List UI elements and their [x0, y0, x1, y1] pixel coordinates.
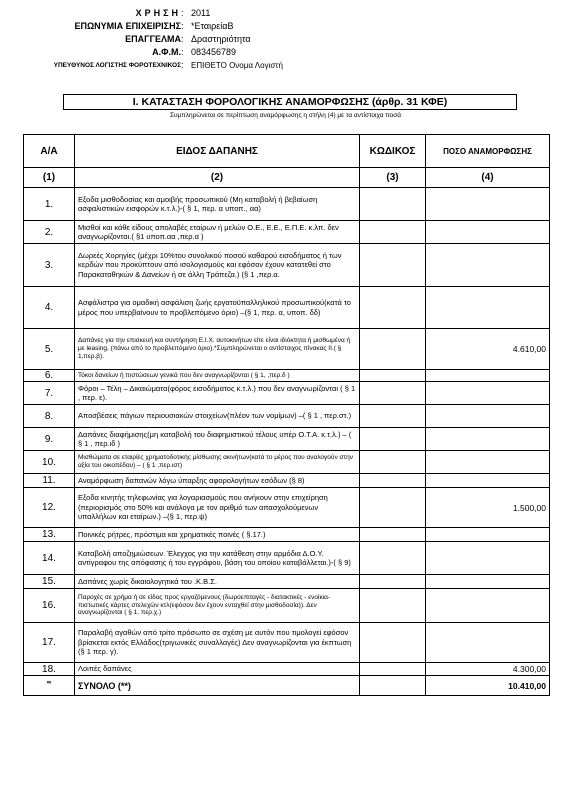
row-number: 17.	[24, 623, 75, 663]
row-code	[360, 575, 426, 589]
row-number: 12.	[24, 488, 75, 528]
column-header-amount: ΠΟΣΟ ΑΝΑΜΟΡΦΩΣΗΣ	[426, 135, 550, 168]
header-label: ΧΡΗΣΗ	[135, 8, 181, 18]
row-number: 3.	[24, 244, 75, 287]
row-number: 5.	[24, 329, 75, 370]
row-code	[360, 428, 426, 451]
row-description: Αποσβέσεις πάγιων περιουσιακών στοιχείων(πλέον των νομίμων) –( § 1 , περ.στ.)	[75, 405, 360, 428]
table-row	[24, 382, 550, 405]
row-number: 8.	[24, 405, 75, 428]
row-code	[360, 474, 426, 488]
row-code	[360, 370, 426, 382]
header-label: ΕΠΑΓΓΕΛΜΑ	[125, 34, 181, 44]
row-code	[360, 329, 426, 370]
row-description: Δωρεές Χορηγίες (μέχρι 10%του συνολικού ποσού καθαρού εισοδήματος ή των κερδών που προκύπτουν από ισολογισμούς και εφόσον έχουν κατατεθεί στο Παρακαταθηκών & Δανείων ή σε άλλη Τράπεζα.) (§ 1 ,περ.α.	[75, 244, 360, 287]
header-row	[0, 21, 571, 34]
header-label: ΥΠΕΥΘΥΝΟΣ ΛΟΓΙΣΤΗΣ ΦΟΡΟΤΕΧΝΙΚΟΣ	[53, 62, 181, 69]
header-label: ΕΠΩΝΥΜΙΑ ΕΠΙΧΕΙΡΙΣΗΣ	[74, 21, 181, 31]
table-row	[24, 589, 550, 623]
row-amount: 4.610,00	[426, 329, 550, 370]
row-code	[360, 188, 426, 221]
row-number: 7.	[24, 382, 75, 405]
table-row	[24, 451, 550, 474]
header-row	[0, 60, 571, 73]
row-description: Καταβολή αποζημιώσεων. Έλεγχος για την κατάθεση στην αρμόδια Δ.Ο.Υ. αντίγραφου της απόφασης ή του εγγράφου, βάση του οποίου καταβάλλεται.)-( § 9)	[75, 542, 360, 575]
row-amount	[426, 528, 550, 542]
row-description: Παραλαβή αγαθών από τρίτο πρόσωπο σε σχέση με αυτόν που τιμολογεί εφόσον βρίσκεται εκτός Ελλάδος(τριγωνικές συναλλαγές) Δεν αναγνωρίζονται για έκπτωση (§ 1 περ. γ).	[75, 623, 360, 663]
table-row	[24, 428, 550, 451]
row-code	[360, 244, 426, 287]
header-row	[0, 34, 571, 47]
table-row	[24, 329, 550, 370]
row-number: 15.	[24, 575, 75, 589]
row-amount	[426, 575, 550, 589]
row-amount	[426, 589, 550, 623]
table-row	[24, 575, 550, 589]
row-number: 11.	[24, 474, 75, 488]
row-amount	[426, 188, 550, 221]
table-row	[24, 488, 550, 528]
row-description: Δαπάνες χωρίς δικαιολογητικά του .Κ.Β.Σ.	[75, 575, 360, 589]
header-colon: :	[181, 60, 184, 70]
row-code	[360, 542, 426, 575]
row-number: 13.	[24, 528, 75, 542]
row-description: Ποινικές ρήτρες, πρόστιμα και χρηματικές ποινές ( §.17.)	[75, 528, 360, 542]
row-number: 14.	[24, 542, 75, 575]
document-subtitle: Συμπληρώνεται σε περίπτωση αναμόρφωσης η στήλη (4) με τα αντίστοιχα ποσά	[169, 112, 402, 119]
row-description: Μισθοί και κάθε είδους απολαβές εταίρων ή μελών Ο.Ε., Ε.Ε., Ε.Π.Ε. κ.λπ. δεν αναγνωρίζονται.( §1 υποπ.αα ,περ.α )	[75, 221, 360, 244]
row-code	[360, 528, 426, 542]
table-column-number-row	[24, 168, 550, 188]
header-colon: :	[181, 21, 184, 31]
row-code	[360, 623, 426, 663]
total-row	[24, 676, 550, 696]
table-row	[24, 474, 550, 488]
table-row	[24, 221, 550, 244]
row-code	[360, 589, 426, 623]
row-description: Εξοδα μισθοδοσίας και αμοιβής προσωπικού (Μη καταβολή ή βεβαίωση ασφαλιστικών εισφορών κ.τ.λ.)-( § 1, περ. α υποπ., αα)	[75, 188, 360, 221]
row-amount	[426, 244, 550, 287]
row-code	[360, 221, 426, 244]
table-row	[24, 287, 550, 329]
row-code	[360, 287, 426, 329]
header-row	[0, 47, 571, 60]
row-description: Δαπάνες για την επισκευή και συντήρηση Ε.Ι.Χ. αυτοκινήτων είτε είναι ιδιόκτητα ή μισθωμένα ή με leasing, (πάνω από το προβλεπόμενο όριο).*Συμπληρώνεται ο αντίστοιχος πίνακας ΙΙ.( § 1,περ.β).	[75, 329, 360, 370]
column-number-4: (4)	[426, 168, 550, 188]
total-code	[360, 676, 426, 696]
row-code	[360, 451, 426, 474]
table-row	[24, 405, 550, 428]
table-row	[24, 528, 550, 542]
header-colon: :	[181, 34, 184, 44]
total-label: ΣΥΝΟΛΟ (**)	[75, 676, 360, 696]
row-amount	[426, 451, 550, 474]
header-colon: :	[181, 8, 184, 18]
row-amount: 4.300,00	[426, 663, 550, 676]
row-number: 10.	[24, 451, 75, 474]
row-description: Παροχές σε χρήμα ή σε είδος προς εργαζόμενους (δωροεπιταγές - διατακτικές - ενοίκια-πιστωτικές κάρτες στελεχών κτλ(εφόσον δεν έχουν ενταχθεί στην μισθοδοσία)). Δεν αναγνωρίζονται ( § 1, περ.χ.)	[75, 589, 360, 623]
table-header-row	[24, 135, 550, 168]
document-title: Ι. ΚΑΤΑΣΤΑΣΗ ΦΟΡΟΛΟΓΙΚΗΣ ΑΝΑΜΟΡΦΩΣΗΣ (άρθρ. 31 ΚΦΕ)	[63, 94, 517, 110]
row-amount	[426, 287, 550, 329]
row-amount	[426, 623, 550, 663]
row-number: 6.	[24, 370, 75, 382]
header-label: Α.Φ.Μ.	[152, 47, 181, 57]
header-row	[0, 8, 571, 21]
row-amount	[426, 542, 550, 575]
column-header-description: ΕΙΔΟΣ ΔΑΠΑΝΗΣ	[75, 135, 360, 168]
row-amount	[426, 428, 550, 451]
row-code	[360, 663, 426, 676]
header-value: *ΕταιρείαΒ	[191, 21, 234, 31]
row-amount	[426, 405, 550, 428]
row-description: Τόκοι δανείων ή πιστώσεων γενικά που δεν αναγνωρίζονται ( § 1, ,περ.δ )	[75, 370, 360, 382]
row-amount	[426, 221, 550, 244]
row-code	[360, 488, 426, 528]
total-row-number: "	[24, 676, 75, 696]
row-description: Λοιπές δαπάνες	[75, 663, 360, 676]
row-number: 18.	[24, 663, 75, 676]
row-description: Αναμόρφωση δαπανών λόγω ύπαρξης αφορολογήτων εσόδων (§ 8)	[75, 474, 360, 488]
column-number-1: (1)	[24, 168, 75, 188]
document-header	[0, 8, 571, 73]
table-row	[24, 370, 550, 382]
header-colon: :	[181, 47, 184, 57]
header-value: ΕΠΙΘΕΤΟ Ονομα Λογιστή	[191, 61, 283, 70]
row-code	[360, 405, 426, 428]
table-row	[24, 244, 550, 287]
table-row	[24, 542, 550, 575]
column-header-aa: Α/Α	[24, 135, 75, 168]
header-value: 083456789	[191, 47, 237, 57]
row-number: 2.	[24, 221, 75, 244]
row-amount	[426, 382, 550, 405]
row-amount	[426, 370, 550, 382]
column-header-code: ΚΩΔΙΚΟΣ	[360, 135, 426, 168]
row-description: Εξοδα κινητής τηλεφωνίας για λογαριασμούς που ανήκουν στην επιχείρηση (περιορισμός στο 50% και ανάλογα με τον αριθμό των απασχολούμενων υπαλλήλων και εταίρων.) –(§ 1, περ.ψ)	[75, 488, 360, 528]
row-number: 16.	[24, 589, 75, 623]
row-code	[360, 382, 426, 405]
table-row	[24, 663, 550, 676]
row-description: Ασφάλιστρα για ομαδική ασφάλιση ζωής εργατοϋπαλληλικού προσωπικού(κατά το μέρος που υπερβαίνουν το προβλεπόμενο όριο) –(§ 1, περ. α, υποπ. δδ)	[75, 287, 360, 329]
row-description: Φόροι – Τέλη – Δικαιώματα(φόρος εισοδήματος κ.τ.λ.) που δεν αναγνωρίζονται ( § 1 , περ. ε).	[75, 382, 360, 405]
row-number: 4.	[24, 287, 75, 329]
adjustment-table	[23, 134, 550, 696]
row-description: Μισθώματα σε εταιρίες χρηματοδοτικής μίσθωσης ακινήτων(κατά το μέρος που αναλογούν στην αξία του οικοπέδου) – ( § 1 ,περ.ιστ)	[75, 451, 360, 474]
table-row	[24, 188, 550, 221]
row-number: 1.	[24, 188, 75, 221]
column-number-3: (3)	[360, 168, 426, 188]
row-number: 9.	[24, 428, 75, 451]
total-amount: 10.410,00	[426, 676, 550, 696]
header-value: 2011	[191, 8, 211, 18]
column-number-2: (2)	[75, 168, 360, 188]
table-row	[24, 623, 550, 663]
row-amount	[426, 474, 550, 488]
header-value: Δραστηριότητα	[191, 34, 251, 44]
row-description: Δαπάνες διαφήμισης(μη καταβολή του διαφημιστικού τέλους υπέρ Ο.Τ.Α. κ.τ.λ.) – ( § 1 , περ.ιδ )	[75, 428, 360, 451]
row-amount: 1.500,00	[426, 488, 550, 528]
